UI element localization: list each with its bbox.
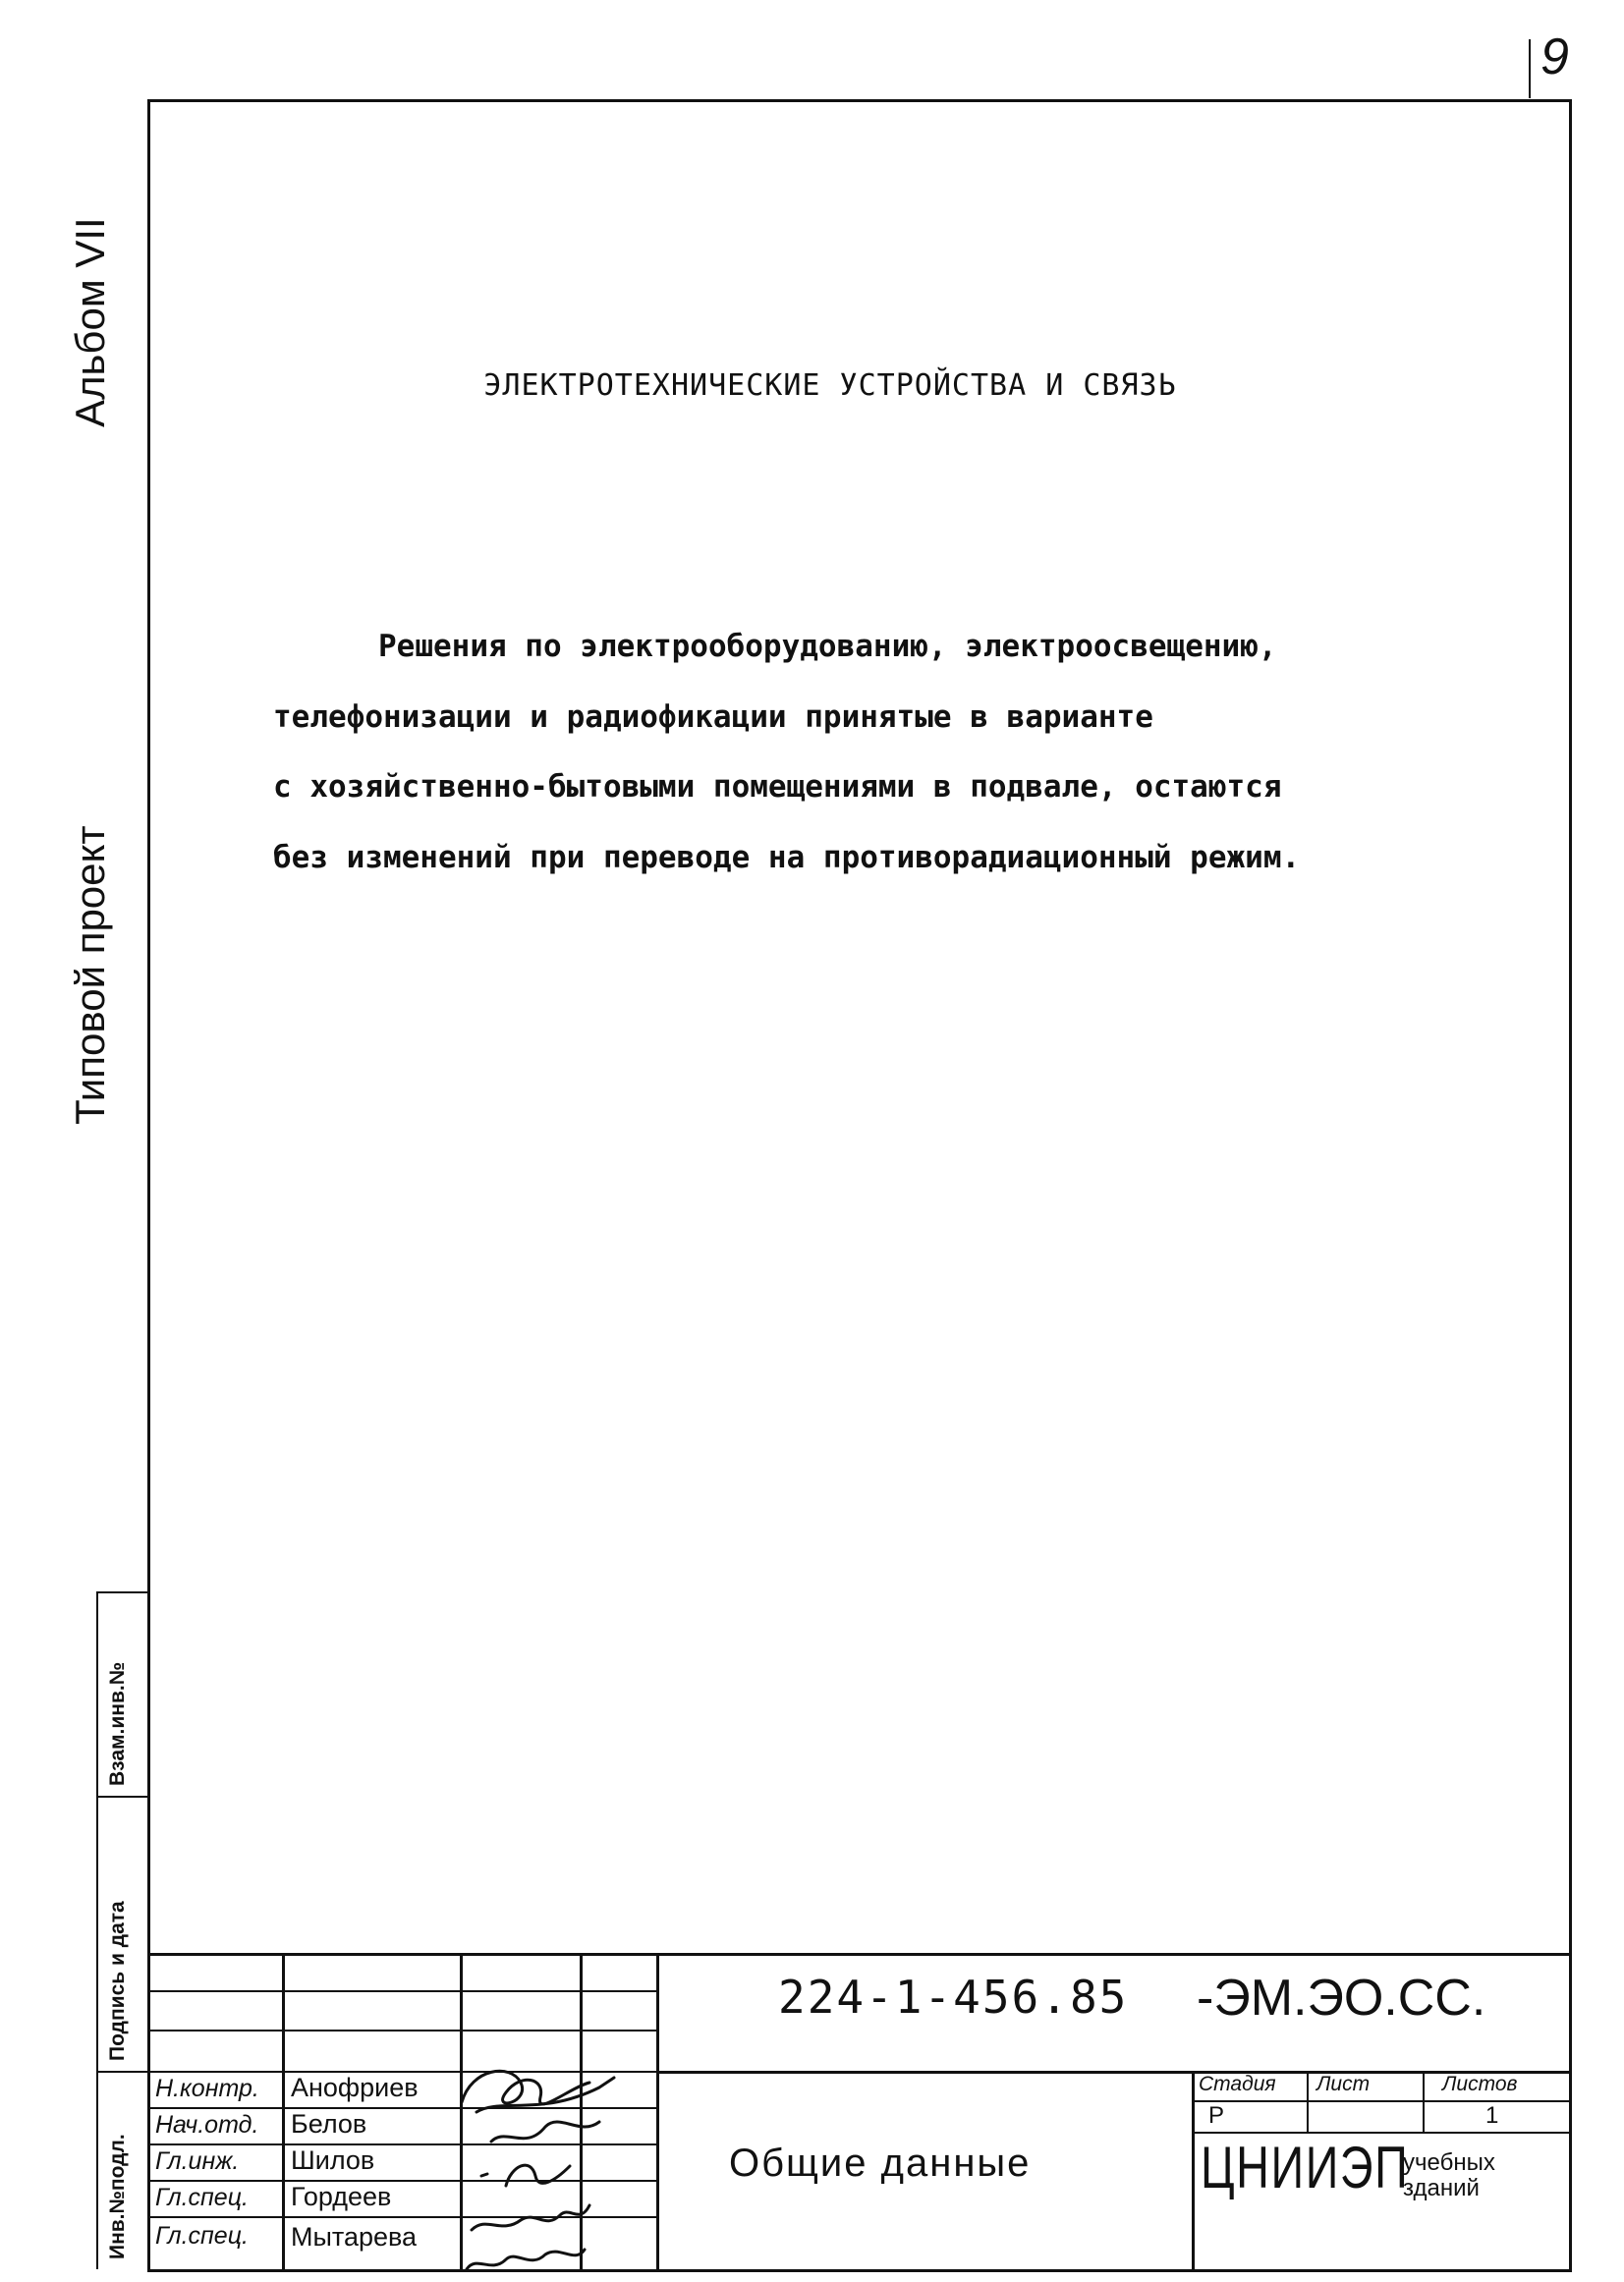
tb-col-7 xyxy=(1423,2071,1425,2134)
body-line-4: без изменений при переводе на противорадиационный режим. xyxy=(273,840,1301,875)
role-1: Н.контр. xyxy=(155,2075,259,2102)
tb-col-1 xyxy=(282,1953,285,2269)
role-5: Гл.спец. xyxy=(155,2222,249,2250)
role-2: Нач.отд. xyxy=(155,2111,259,2139)
side-stamp-divider-1 xyxy=(96,1796,149,1798)
name-3: Шилов xyxy=(291,2145,375,2175)
body-line-2: телефонизации и радиофикации принятые в варианте xyxy=(273,699,1153,735)
sheets-value: 1 xyxy=(1485,2102,1499,2129)
handwritten-signatures xyxy=(452,2058,629,2279)
organization-line-2: зданий xyxy=(1403,2175,1480,2201)
inv-orig-label: Инв.№подл. xyxy=(106,2134,129,2259)
tb-top-line xyxy=(147,1953,1572,1956)
stage-value: Р xyxy=(1208,2102,1225,2129)
inv-zam-label: Взам.инв.№ xyxy=(106,1661,129,1786)
name-2: Белов xyxy=(291,2109,367,2139)
tb-col-4 xyxy=(656,1953,659,2269)
name-4: Гордеев xyxy=(291,2182,392,2211)
sheet-title: Общие данные xyxy=(729,2142,1032,2185)
project-label: Типовой проект xyxy=(67,825,113,1125)
tb-stage-row xyxy=(1192,2100,1572,2102)
document-title: ЭЛЕКТРОТЕХНИЧЕСКИЕ УСТРОЙСТВА И СВЯЗЬ xyxy=(483,368,1177,403)
document-code: 224-1-456.85 xyxy=(778,1971,1129,2024)
tb-mid-line-right xyxy=(658,2071,1572,2074)
name-5: Мытарева xyxy=(291,2222,418,2252)
side-stamp-outer xyxy=(96,1591,98,2269)
sheet-label: Лист xyxy=(1316,2073,1371,2095)
name-1: Анофриев xyxy=(291,2073,419,2102)
page-number-divider xyxy=(1529,39,1531,98)
frame-left xyxy=(147,99,150,2272)
tb-col-6 xyxy=(1307,2071,1309,2134)
role-3: Гл.инж. xyxy=(155,2147,240,2175)
sheets-label: Листов xyxy=(1442,2073,1518,2095)
sign-date-label: Подпись и дата xyxy=(106,1901,129,2061)
page-number: 9 xyxy=(1540,28,1569,85)
body-line-3: с хозяйственно-бытовыми помещениями в подвале, остаются xyxy=(273,769,1282,805)
organization-line-1: учебных xyxy=(1403,2149,1495,2176)
album-label: Альбом VII xyxy=(67,217,113,427)
frame-top xyxy=(147,99,1572,102)
stage-label: Стадия xyxy=(1199,2073,1276,2095)
frame-bottom xyxy=(147,2269,1572,2272)
side-stamp-top xyxy=(96,1591,149,1593)
frame-right xyxy=(1569,99,1572,2272)
organization-logo: ЦНИИЭП xyxy=(1201,2135,1410,2200)
role-4: Гл.спец. xyxy=(155,2184,249,2211)
document-code-suffix: -ЭМ.ЭО.СС. xyxy=(1197,1970,1486,2027)
body-line-1: Решения по электрооборудованию, электроосвещению, xyxy=(378,629,1277,664)
side-stamp-divider-2 xyxy=(96,2071,149,2073)
